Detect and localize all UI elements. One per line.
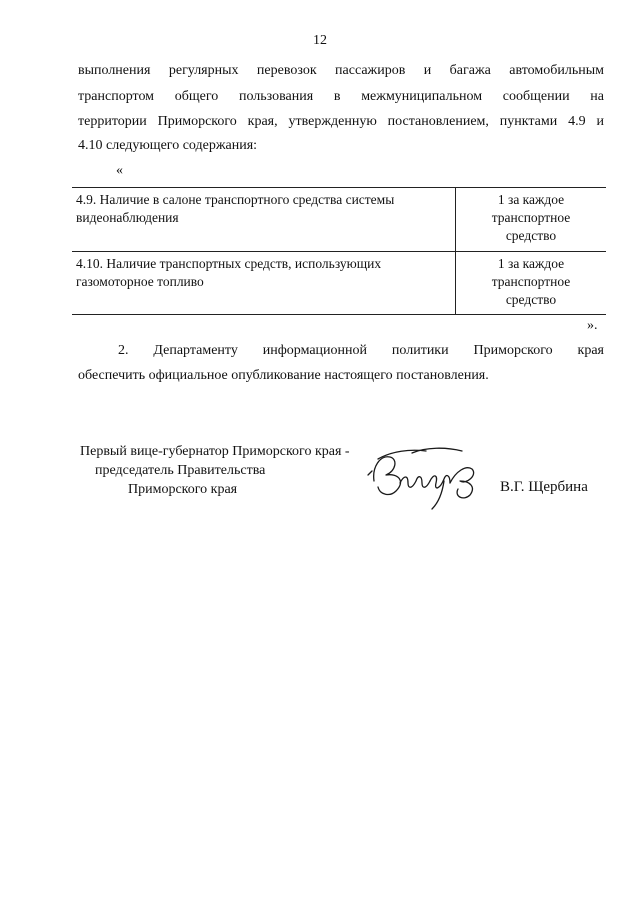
intro-line-3: территории Приморского края, утвержденную постановлением, пунктами 4.9 и [78,114,604,129]
row-2-name-line-1: 4.10. Наличие транспортных средств, использующих [76,255,382,271]
page-number: 12 [313,33,327,48]
signer-position-line-3: Приморского края [128,482,238,497]
row-1-name-line-2: видеонаблюдения [76,210,179,225]
intro-line-4: 4.10 следующего содержания: [78,138,258,153]
table-cell-value [456,251,607,315]
row-2-value-line-3: средство [505,291,557,307]
row-2-name-line-2: газомоторное топливо [76,273,204,289]
signer-position-line-2: председатель Правительства [95,463,266,478]
opening-quote: « [116,163,123,178]
table-row [72,251,606,315]
table-row [72,188,606,252]
signer-position-line-1: Первый вице-губернатор Приморского края - [80,444,350,459]
intro-line-1: выполнения регулярных перевозок пассажиров и багажа автомобильным [78,63,604,78]
criteria-table [72,187,606,315]
table-cell-name [72,251,456,315]
table-cell-name [72,188,456,252]
handwritten-signature [366,441,496,511]
row-1-value-line-1: 1 за каждое [497,192,565,207]
row-2-value-line-1: 1 за каждое [497,255,565,271]
signer-name: В.Г. Щербина [500,479,588,495]
row-1-value-line-2: транспортное [491,210,571,225]
closing-quote: ». [587,318,598,333]
item-2-line-2: обеспечить официальное опубликование настоящего постановления. [78,368,489,383]
table-cell-value [456,188,607,252]
row-1-name-line-1: 4.9. Наличие в салоне транспортного средства системы [76,192,395,207]
row-2-value-line-2: транспортное [491,273,571,289]
item-2-line-1: 2. Департаменту информационной политики Приморского края [118,343,604,358]
intro-line-2: транспортом общего пользования в межмуниципальном сообщении на [78,89,604,104]
row-1-value-line-3: средство [505,228,557,243]
